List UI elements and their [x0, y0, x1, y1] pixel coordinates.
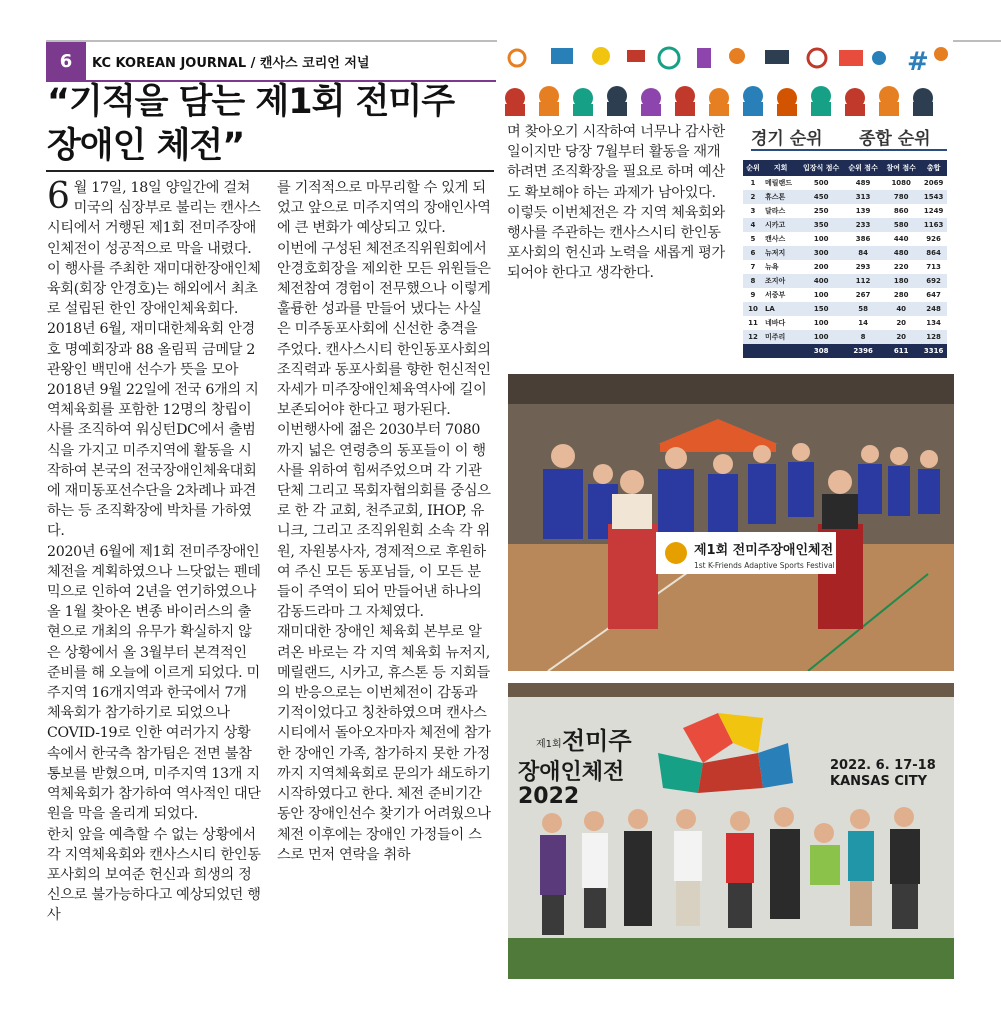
table-cell: 100 — [813, 319, 829, 327]
table-cell: 네바다 — [764, 319, 786, 327]
paragraph: 재미대한 장애인 체육회 본부로 알려온 바로는 각 지역 체육회 뉴저지, 메릴랜드, 시카고, 휴스톤 등 지회들의 반응으로는 이번체전이 감동과 기적이었다고 칭찬하였으며 캔사스시티에서 돌아오자마자 체전에 참가한 장애인 가족, 참가하지 못한 가정까지 지역체육회로 문의가 쇄도하기 시작하였다고 한다. 체전 준비기간동안 장애인선수 찾기가 어려웠으나 체전 이후에는 장애인 가정들이 스스로 먼저 연락을 취하 — [277, 624, 491, 863]
table-cell: 611 — [882, 344, 920, 358]
table-cell: 308 — [798, 344, 844, 358]
poster-line1: 전미주 — [562, 727, 632, 755]
page-number: 6 — [46, 42, 86, 80]
paragraph: 한치 앞을 예측할 수 없는 상황에서 각 지역체육회와 캔사스시티 한인동포사회의 보여준 헌신과 희생의 정신으로 불가능하다고 예상되었던 행사 — [47, 826, 261, 924]
table-cell: 139 — [855, 207, 871, 215]
table-cell: 150 — [798, 302, 844, 316]
event-photo-march — [508, 374, 954, 671]
journal-name: KC KOREAN JOURNAL / 캔사스 코리언 저널 — [92, 56, 370, 71]
table-cell: 112 — [844, 274, 882, 288]
table-cell: 128 — [920, 330, 947, 344]
table-cell: 1543 — [920, 190, 947, 204]
table-row — [743, 260, 947, 274]
title-rule — [46, 170, 494, 172]
event-photo-group — [508, 683, 954, 979]
table-cell: 휴스톤 — [763, 190, 798, 204]
table-cell: 미주리 — [763, 330, 798, 344]
column-header: 입장식 점수 — [798, 160, 844, 176]
table-row — [743, 246, 947, 260]
decorative-banner — [497, 40, 953, 116]
table-cell: 뉴저지 — [763, 246, 798, 260]
table-cell: 12 — [743, 330, 763, 344]
table-cell: 1163 — [920, 218, 947, 232]
table-cell: 6 — [743, 246, 763, 260]
table-cell: 58 — [844, 302, 882, 316]
table-cell: 480 — [882, 246, 920, 260]
paragraph: 월 17일, 18일 양일간에 걸쳐 미국의 심장부로 불리는 캔사스시티에서 거행된 제1회 전미주장애인체전이 성공적으로 막을 내렸다. 이 행사를 주최한 재미대한장애인체육회(회장 안경호)는 해외에서 최초로 설립된 한인 장애인체육회다. 2018년 6월, 재미대한체육회 안경호 명예회장과 88 올림픽 금메달 2관왕인 백민애 선수가 뜻을 모아 2018년 9월 22일에 전국 6개의 지역체육회를 포함한 12명의 창립이사를 조직하여 워싱턴DC에서 출범식을 가지고 미주지역에 활동을 시작하여 본국의 전국장애인체육대회에 재미동포선수단을 2차례나 파견하는 등 조직확장에 박차를 가하였다. — [47, 180, 261, 540]
table-cell: 220 — [893, 263, 909, 271]
table-cell: 7 — [750, 263, 756, 271]
table-cell: 시카고 — [763, 218, 798, 232]
table-cell: 8 — [844, 330, 882, 344]
poster-line2: 장애인체전 — [518, 760, 625, 785]
table-cell: 4 — [743, 218, 763, 232]
table-cell: 40 — [882, 302, 920, 316]
table-cell: 1249 — [923, 207, 944, 215]
table-cell: 2396 — [844, 344, 882, 358]
table-cell: 500 — [813, 179, 829, 187]
article-column-3 — [507, 122, 729, 284]
table-cell: 100 — [813, 235, 829, 243]
table-cell: 440 — [893, 235, 909, 243]
ranking-underline — [751, 149, 947, 151]
table-cell — [763, 344, 798, 358]
table-row — [743, 330, 947, 344]
article-column-1 — [47, 178, 263, 926]
column-header: 참여 점수 — [882, 160, 920, 176]
svg-text:#: # — [907, 47, 929, 77]
poster-year: 2022 — [518, 784, 580, 809]
table-cell: 780 — [882, 190, 920, 204]
table-cell: 248 — [920, 302, 947, 316]
table-cell: 1080 — [891, 179, 911, 187]
table-row — [743, 218, 947, 232]
table-row — [743, 302, 947, 316]
paragraph: 이번행사에 젊은 2030부터 7080까지 넓은 연령층의 동포들이 이 행사를 위하여 힘써주었으며 각 기관단체 그리고 목회자협의회를 중심으로 한 각 교회, 천주교회, IHOP, 유니크, 그리고 조직위원회 소속 각 위원, 자원봉사자, 경제적으로 후원하여 주신 모든 동포님들, 이 모든 분들이 주역이 되어 만들어낸 하나의 감동드라마 그 자체였다. — [277, 422, 491, 621]
table-cell: 134 — [926, 319, 941, 327]
tab-overall-ranking: 종합 순위 — [859, 129, 931, 149]
table-cell: 293 — [855, 263, 871, 271]
banner-subtitle: 1st K-Friends Adaptive Sports Festival — [694, 561, 835, 570]
column-header: 총합 — [920, 160, 947, 176]
table-cell: 뉴욕 — [764, 263, 779, 271]
gym-scene — [508, 374, 954, 671]
table-cell: 280 — [893, 291, 909, 299]
table-cell: 400 — [798, 274, 844, 288]
table-cell: 100 — [798, 330, 844, 344]
table-cell: 캔사스 — [764, 235, 786, 243]
table-cell: 860 — [893, 207, 909, 215]
table-cell: 313 — [844, 190, 882, 204]
table-row — [743, 316, 947, 330]
table-cell: 233 — [844, 218, 882, 232]
table-cell: 20 — [896, 319, 907, 327]
poster-date: 2022. 6. 17-18 — [830, 758, 936, 773]
poster-city: KANSAS CITY — [830, 774, 927, 789]
table-cell: 서중부 — [764, 291, 786, 299]
table-cell: 5 — [750, 235, 756, 243]
paragraph: 를 기적적으로 마무리할 수 있게 되었고 앞으로 미주지역의 장애인사역에 큰 변화가 예상되고 있다. — [277, 180, 491, 237]
table-cell: 1 — [750, 179, 756, 187]
table-cell: 580 — [882, 218, 920, 232]
poster-small: 제1회 — [536, 739, 562, 750]
drop-cap: 6 — [47, 176, 70, 217]
table-cell: 3 — [750, 207, 756, 215]
table-cell: 20 — [882, 330, 920, 344]
table-cell: 100 — [813, 291, 829, 299]
table-cell: 3316 — [920, 344, 947, 358]
table-cell: 84 — [844, 246, 882, 260]
table-cell: 713 — [926, 263, 941, 271]
table-cell: LA — [763, 302, 798, 316]
banner-illustration — [497, 40, 953, 116]
table-cell: 267 — [855, 291, 871, 299]
table-cell: 647 — [926, 291, 941, 299]
tab-game-ranking: 경기 순위 — [751, 129, 823, 149]
table-row — [743, 274, 947, 288]
banner-title: 제1회 전미주장애인체전 — [694, 543, 834, 558]
table-cell: 11 — [748, 319, 758, 327]
table-cell: 200 — [813, 263, 829, 271]
table-cell: 386 — [855, 235, 871, 243]
table-cell: 350 — [798, 218, 844, 232]
table-header-row — [743, 160, 947, 176]
table-row — [743, 190, 947, 204]
paragraph: 이렇듯 이번체전은 각 지역 체육회와 행사를 주관하는 캔사스시티 한인동포사회의 헌신과 노력을 새롭게 평가되어야 한다고 생각한다. — [507, 204, 725, 282]
table-cell: 300 — [798, 246, 844, 260]
table-cell: 메릴랜드 — [764, 179, 792, 187]
table-total-row — [743, 344, 947, 358]
table-row — [743, 232, 947, 246]
column-header: 순위 — [743, 160, 763, 176]
table-cell: 926 — [926, 235, 941, 243]
table-cell: 10 — [743, 302, 763, 316]
table-row — [743, 288, 947, 302]
table-cell: 9 — [750, 291, 756, 299]
table-cell: 450 — [798, 190, 844, 204]
paragraph: 이번에 구성된 체전조직위원회에서 안경호회장을 제외한 모든 위원들은 체전참여 경험이 전무했으나 이렇게 훌륭한 성과를 만들어 냈다는 사실은 미주동포사회에 신선한 충격을 주었다. 캔사스시티 한인동포사회의 조직력과 동포사회를 향한 헌신적인 자세가 미주장애인체육역사에 길이 보존되어야 한다고 평가된다. — [277, 240, 491, 419]
ranking-tabs — [743, 124, 953, 152]
table-cell: 692 — [920, 274, 947, 288]
table-cell: 864 — [920, 246, 947, 260]
ranking-table — [743, 160, 947, 370]
table-row — [743, 176, 947, 190]
paragraph: 며 찾아오기 시작하여 너무나 감사한 일이지만 당장 7월부터 활동을 재개하려면 조직확장을 필요로 하며 예산도 확보해야 하는 과제가 남아있다. — [507, 124, 725, 201]
table-row — [743, 204, 947, 218]
table-cell: 180 — [882, 274, 920, 288]
table-cell: 8 — [743, 274, 763, 288]
paragraph: 2020년 6월에 제1회 전미주장애인체전을 계획하였으나 느닷없는 펜데믹으로 인하여 2년을 연기하였으나 올 1월 찾아온 변종 바이러스의 출현으로 개최의 유무가 확실하지 않은 상황에서 올 3월부터 본격적인 준비를 해 오늘에 이르게 되었다. 미주지역 16개지역과 한국에서 7개 체육회가 참가하기로 되었으나 COVID-19로 인한 여러가지 상황속에서 한국측 참가팀은 전면 불참통보를 받혔으며, 미주지역 13개 지역체육회가 참가하여 역사적인 대단원을 막을 올리게 되었다. — [47, 543, 261, 823]
table-cell — [743, 344, 763, 358]
table-cell: 489 — [855, 179, 871, 187]
group-scene — [508, 683, 954, 979]
table-cell: 14 — [858, 319, 868, 327]
table-cell: 250 — [813, 207, 829, 215]
article-column-2 — [277, 178, 493, 865]
table-cell: 2069 — [923, 179, 944, 187]
table-cell: 2 — [743, 190, 763, 204]
article-title: “기적을 담는 제1회 전미주 장애인 체전” — [47, 82, 455, 166]
table-cell: 달라스 — [764, 207, 786, 215]
column-header: 순위 점수 — [844, 160, 882, 176]
column-header: 지회 — [763, 160, 798, 176]
table-cell: 조지아 — [763, 274, 798, 288]
